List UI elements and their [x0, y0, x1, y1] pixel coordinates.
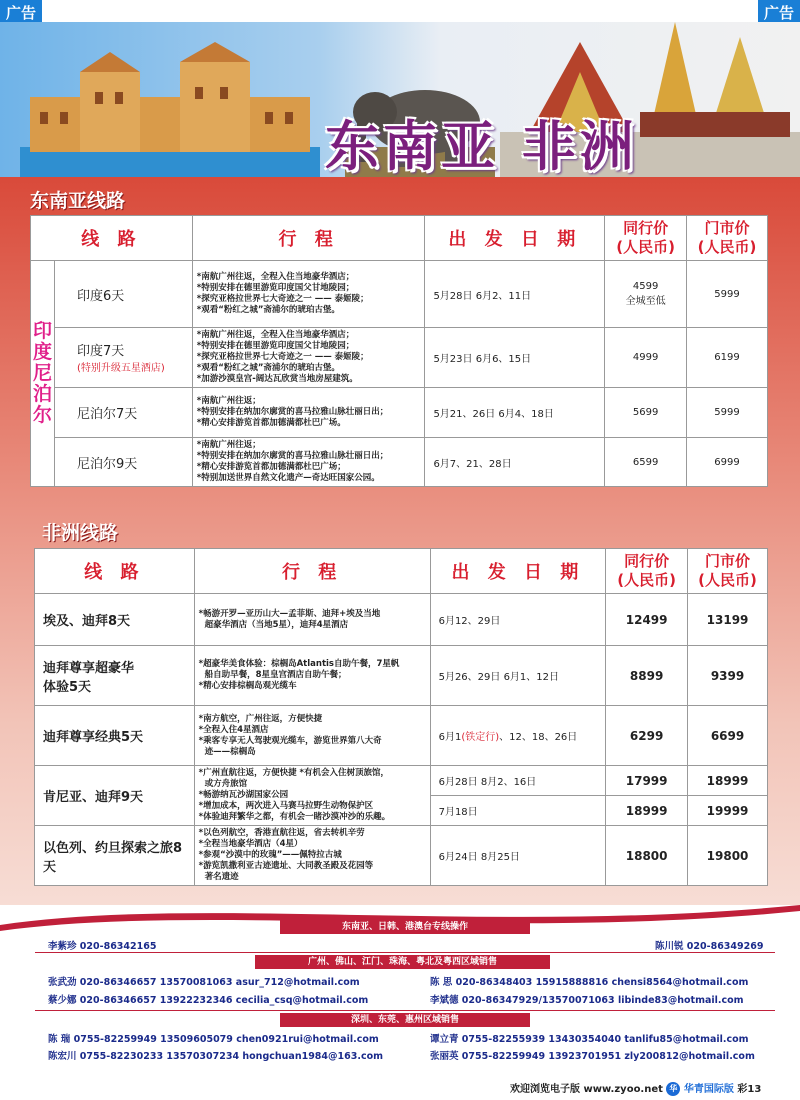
peer-price: 18800	[606, 826, 688, 886]
retail-price: 5999	[687, 388, 768, 438]
departure-date: 6月7、21、28日	[425, 438, 605, 487]
route-name: 印度6天	[54, 261, 192, 328]
contact-entry: 陈宏川 0755-82230233 13570307234 hongchuan1984@163.com	[48, 1051, 384, 1062]
guaranteed-departure-note: (铁定行)	[461, 732, 500, 743]
contact-entry: 蔡少娜 020-86346657 13922232346 cecilia_csq@hotmail.com	[48, 995, 369, 1006]
route-name: 尼泊尔9天	[54, 438, 192, 487]
itinerary-text: *广州直航往返，方便快捷 *有机会入住树顶旅馆， 或方舟旅馆 *畅游纳瓦沙湖国家公园 *增加成本，两次进入马赛马拉野生动物保护区 *体验迪拜繁华之都，有机会一睹沙漠冲沙的乐趣。	[194, 766, 430, 826]
contact-entry: 张丽英 0755-82259949 13923701951 zly200812@hotmail.com	[430, 1051, 755, 1062]
divider	[35, 1010, 775, 1011]
banner	[0, 22, 800, 177]
sea-section-title: 东南亚线路	[30, 190, 126, 212]
website-text: 欢迎浏览电子版 www.zyoo.net	[510, 1084, 663, 1095]
route-name: 肯尼亚、迪拜9天	[35, 766, 195, 826]
route-name: 印度7天	[76, 344, 125, 359]
brand-logo-icon: 华	[666, 1082, 680, 1096]
ad-label-left: 广告	[0, 0, 42, 22]
departure-date: 6月1	[438, 732, 462, 743]
africa-section-title: 非洲线路	[42, 522, 119, 544]
departure-date-cell	[430, 706, 606, 766]
retail-price: 6199	[687, 328, 768, 388]
contact-entry: 李紫珍 020-86342165	[48, 941, 157, 952]
region-label: 印度尼泊尔	[31, 261, 55, 487]
header-date: 出 发 日 期	[425, 216, 605, 261]
table-row	[35, 646, 768, 706]
table-row	[35, 706, 768, 766]
peer-price: 18999	[606, 796, 688, 826]
retail-price: 19800	[688, 826, 768, 886]
peer-price: 8899	[606, 646, 688, 706]
peer-price: 17999	[606, 766, 688, 796]
retail-price: 13199	[688, 594, 768, 646]
retail-price: 6699	[688, 706, 768, 766]
header-route: 线 路	[31, 216, 193, 261]
peer-price: 4999	[605, 328, 687, 388]
retail-price: 5999	[687, 261, 768, 328]
contact-entry: 张武劲 020-86346657 13570081063 asur_712@hotmail.com	[48, 977, 360, 988]
retail-price: 19999	[688, 796, 768, 826]
departure-date: 5月28日 6月2、11日	[425, 261, 605, 328]
header-date: 出 发 日 期	[430, 549, 606, 594]
retail-price: 18999	[688, 766, 768, 796]
divider	[35, 952, 775, 953]
route-name: 以色列、约旦探索之旅8天	[35, 826, 195, 886]
itinerary-text: *南方航空，广州往返，方便快捷 *全程入住4星酒店 *乘客专享无人驾驶观光缆车，游览世界第八大奇 迹——棕榈岛	[194, 706, 430, 766]
route-name-cell	[54, 328, 192, 388]
departure-date: 5月23日 6月6、15日	[425, 328, 605, 388]
departure-date: 5月21、26日 6月4、18日	[425, 388, 605, 438]
route-name: 埃及、迪拜8天	[35, 594, 195, 646]
palace-illustration	[20, 42, 320, 177]
departure-date: 5月26、29日 6月1、12日	[430, 646, 606, 706]
table-row	[31, 388, 768, 438]
header-itinerary: 行 程	[192, 216, 425, 261]
bottom-credit	[510, 1080, 761, 1096]
table-header-row	[35, 549, 768, 594]
itinerary-text: *南航广州往返，全程入住当地豪华酒店； *特别安排在德里游览印度国父甘地陵园； *探究亚格拉世界七大奇迹之一 —— 泰姬陵； *观看“粉红之城”斋浦尔的琥珀古堡。	[192, 261, 425, 328]
brand-name: 华青国际版	[683, 1084, 734, 1095]
header-route: 线 路	[35, 549, 195, 594]
contact-entry: 陈川锐 020-86349269	[655, 941, 764, 952]
peer-price: 6299	[606, 706, 688, 766]
retail-price: 9399	[688, 646, 768, 706]
departure-date: 7月18日	[430, 796, 606, 826]
ad-label-right: 广告	[758, 0, 800, 22]
table-row	[35, 766, 768, 796]
sales-bar-special-lines: 东南亚、日韩、港澳台专线操作	[280, 920, 530, 934]
route-name: 尼泊尔7天	[54, 388, 192, 438]
peer-price: 4599 全城至低	[605, 261, 687, 328]
route-note: (特别升级五星酒店)	[76, 363, 165, 374]
peer-price: 6599	[605, 438, 687, 487]
itinerary-text: *南航广州往返； *特别安排在纳加尔廓赏的喜马拉雅山脉壮丽日出； *精心安排游览首都加德满都杜巴广场。	[192, 388, 425, 438]
departure-date-tail: 、12、18、26日	[499, 732, 578, 743]
peer-price: 5699	[605, 388, 687, 438]
header-itinerary: 行 程	[194, 549, 430, 594]
africa-route-table	[34, 548, 768, 886]
table-row	[31, 328, 768, 388]
retail-price: 6999	[687, 438, 768, 487]
header-retail-price: 门市价 (人民币)	[687, 216, 768, 261]
departure-date: 6月24日 8月25日	[430, 826, 606, 886]
route-name: 迪拜尊享经典5天	[35, 706, 195, 766]
header-retail-price: 门市价 (人民币)	[688, 549, 768, 594]
departure-date: 6月28日 8月2、16日	[430, 766, 606, 796]
table-row	[35, 826, 768, 886]
contact-entry: 李斌德 020-86347929/13570071063 libinde83@hotmail.com	[430, 995, 744, 1006]
sales-bar-guangzhou-region: 广州、佛山、江门、珠海、粤北及粤西区域销售	[255, 955, 550, 969]
sales-bar-shenzhen-region: 深圳、东莞、惠州区域销售	[280, 1013, 530, 1027]
table-row	[31, 438, 768, 487]
departure-date: 6月12、29日	[430, 594, 606, 646]
header-peer-price: 同行价 (人民币)	[605, 216, 687, 261]
page-number: 彩13	[737, 1084, 762, 1095]
peer-price: 12499	[606, 594, 688, 646]
table-row	[31, 261, 768, 328]
header-peer-price: 同行价 (人民币)	[606, 549, 688, 594]
contact-entry: 谭立青 0755-82255939 13430354040 tanlifu85@hotmail.com	[430, 1034, 749, 1045]
sea-route-table	[30, 215, 768, 487]
itinerary-text: *畅游开罗—亚历山大—孟菲斯、迪拜+埃及当地 超豪华酒店（当地5星），迪拜4星酒店	[194, 594, 430, 646]
table-row	[35, 594, 768, 646]
itinerary-text: *以色列航空，香港直航往返，省去转机辛劳 *全程当地豪华酒店（4星） *参观“沙漠中的玫瑰”——佩特拉古城 *游览凯撒利亚古迹遗址、大同教圣殿及花园等 著名遗迹	[194, 826, 430, 886]
banner-title: 东南亚 非洲	[325, 115, 638, 177]
contact-entry: 陈 思 020-86348403 15915888816 chensi8564@hotmail.com	[430, 977, 749, 988]
route-name: 迪拜尊享超豪华 体验5天	[35, 646, 195, 706]
itinerary-text: *南航广州往返； *特别安排在纳加尔廓赏的喜马拉雅山脉壮丽日出； *精心安排游览首都加德满都杜巴广场； *特别加送世界自然文化遗产—奇达旺国家公园。	[192, 438, 425, 487]
table-header-row	[31, 216, 768, 261]
itinerary-text: *超豪华美食体验：棕榈岛Atlantis自助午餐，7星帆 船自助早餐，8星皇宫酒店自助午餐； *精心安排棕榈岛观光缆车	[194, 646, 430, 706]
itinerary-text: *南航广州往返，全程入住当地豪华酒店； *特别安排在德里游览印度国父甘地陵园； *探究亚格拉世界七大奇迹之一 —— 泰姬陵； *观看“粉红之城”斋浦尔的琥珀古堡。 *加游沙漠皇宫-阔达瓦欣赏当地房屋建筑。	[192, 328, 425, 388]
contact-entry: 陈 瑞 0755-82259949 13509605079 chen0921rui@hotmail.com	[48, 1034, 379, 1045]
